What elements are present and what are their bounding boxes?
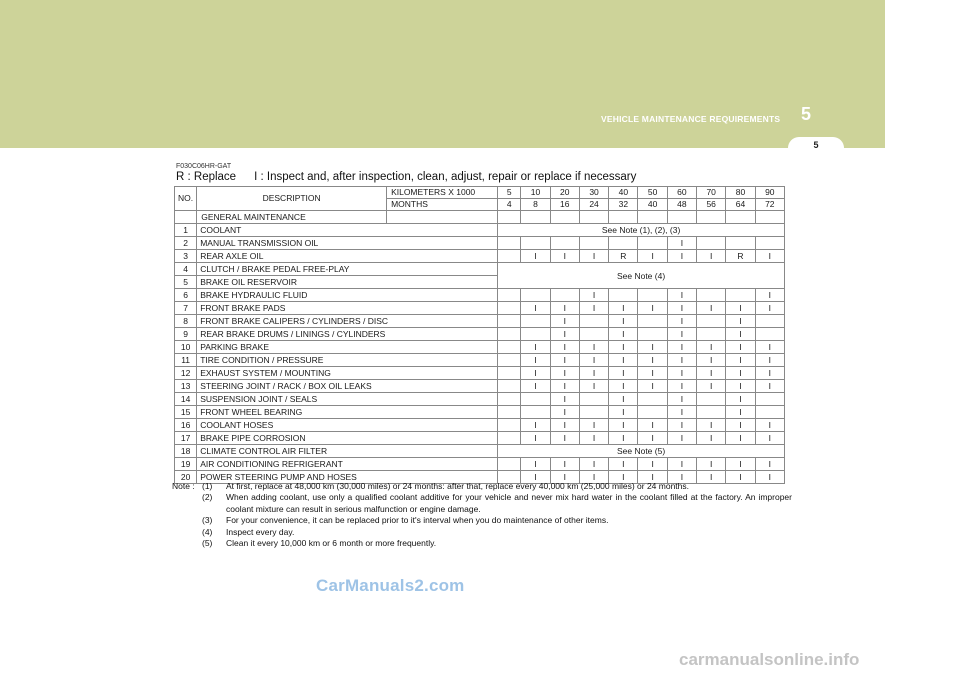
schedule-cell: I — [550, 302, 579, 315]
km-value: 70 — [697, 187, 726, 199]
schedule-cell: I — [579, 341, 608, 354]
schedule-cell: I — [521, 419, 550, 432]
schedule-cell: I — [638, 341, 667, 354]
schedule-cell: I — [667, 419, 696, 432]
row-number: 7 — [175, 302, 197, 315]
spacer — [387, 211, 498, 224]
schedule-cell: I — [521, 341, 550, 354]
schedule-cell — [609, 237, 638, 250]
km-value: 60 — [667, 187, 696, 199]
schedule-cell: I — [667, 471, 696, 484]
schedule-cell: I — [667, 367, 696, 380]
schedule-cell — [579, 393, 608, 406]
schedule-cell: I — [667, 393, 696, 406]
schedule-cell — [697, 406, 726, 419]
note-text: Clean it every 10,000 km or 6 month or more frequently. — [226, 538, 437, 549]
schedule-cell: I — [550, 328, 579, 341]
row-number: 20 — [175, 471, 197, 484]
note-lead — [172, 492, 202, 515]
km-value: 80 — [726, 187, 755, 199]
schedule-cell: I — [726, 471, 755, 484]
section-title: VEHICLE MAINTENANCE REQUIREMENTS — [601, 114, 781, 124]
table-row — [175, 406, 785, 419]
schedule-cell — [498, 302, 521, 315]
schedule-cell: I — [755, 289, 784, 302]
note-text: For your convenience, it can be replaced prior to it's interval when you do maintenance of other items. — [226, 515, 609, 526]
schedule-cell — [498, 250, 521, 263]
note-text: At first, replace at 48,000 km (30,000 miles) or 24 months: after that, replace every 40,000 km (25,000 miles) or 24 months. — [226, 481, 689, 491]
schedule-cell — [579, 211, 608, 224]
schedule-cell: I — [755, 458, 784, 471]
schedule-cell: I — [755, 250, 784, 263]
schedule-cell — [726, 237, 755, 250]
month-value: 24 — [579, 199, 608, 211]
schedule-cell: I — [755, 432, 784, 445]
schedule-cell — [498, 315, 521, 328]
item-description: COOLANT — [197, 224, 498, 237]
km-value: 20 — [550, 187, 579, 199]
table-row — [175, 224, 785, 237]
chapter-number: 5 — [800, 104, 811, 124]
schedule-cell: I — [667, 250, 696, 263]
watermark-carmanuals2: CarManuals2.com — [316, 576, 465, 595]
schedule-cell — [755, 406, 784, 419]
schedule-cell: I — [550, 341, 579, 354]
schedule-cell — [521, 211, 550, 224]
schedule-cell: I — [755, 341, 784, 354]
schedule-cell — [521, 328, 550, 341]
note-text: When adding coolant, use only a qualified coolant additive for your vehicle and never mix hard water in the coolant filled at the factory. An improper coolant mixture can result in serious malfunction or engine damage. — [226, 492, 792, 514]
schedule-cell: I — [755, 380, 784, 393]
item-description: REAR BRAKE DRUMS / LININGS / CYLINDERS — [197, 328, 498, 341]
schedule-cell — [638, 406, 667, 419]
schedule-cell: I — [697, 302, 726, 315]
schedule-cell: I — [550, 458, 579, 471]
row-number: 1 — [175, 224, 197, 237]
row-number: 14 — [175, 393, 197, 406]
table-row — [175, 354, 785, 367]
schedule-cell — [755, 211, 784, 224]
schedule-cell: I — [550, 406, 579, 419]
schedule-cell: I — [609, 458, 638, 471]
schedule-cell — [521, 315, 550, 328]
km-value: 90 — [755, 187, 784, 199]
page-number: 5 — [813, 140, 819, 150]
schedule-cell — [498, 211, 521, 224]
note-lead — [172, 515, 202, 526]
schedule-cell — [697, 289, 726, 302]
schedule-cell: I — [579, 354, 608, 367]
schedule-cell — [697, 211, 726, 224]
item-description: PARKING BRAKE — [197, 341, 498, 354]
schedule-cell: I — [550, 419, 579, 432]
schedule-cell: I — [667, 380, 696, 393]
km-value: 50 — [638, 187, 667, 199]
schedule-cell: I — [521, 367, 550, 380]
notes-section — [172, 481, 792, 549]
month-value: 72 — [755, 199, 784, 211]
km-value: 40 — [609, 187, 638, 199]
schedule-cell — [697, 237, 726, 250]
schedule-cell — [609, 211, 638, 224]
schedule-cell: I — [667, 341, 696, 354]
row-number: 17 — [175, 432, 197, 445]
table-row — [175, 367, 785, 380]
row-number: 6 — [175, 289, 197, 302]
schedule-cell — [726, 289, 755, 302]
schedule-cell: I — [667, 406, 696, 419]
schedule-cell — [498, 341, 521, 354]
item-description: COOLANT HOSES — [197, 419, 498, 432]
schedule-cell: I — [726, 406, 755, 419]
schedule-cell: I — [726, 354, 755, 367]
item-description: MANUAL TRANSMISSION OIL — [197, 237, 498, 250]
schedule-cell: I — [726, 380, 755, 393]
schedule-cell: I — [579, 367, 608, 380]
schedule-cell: I — [697, 380, 726, 393]
schedule-cell — [755, 315, 784, 328]
schedule-cell: I — [609, 393, 638, 406]
schedule-cell: I — [726, 432, 755, 445]
month-value: 64 — [726, 199, 755, 211]
schedule-cell: R — [609, 250, 638, 263]
note-number: (1) — [202, 481, 213, 491]
schedule-cell: I — [609, 471, 638, 484]
schedule-cell: I — [638, 458, 667, 471]
schedule-cell: I — [726, 328, 755, 341]
month-value: 40 — [638, 199, 667, 211]
item-description: POWER STEERING PUMP AND HOSES — [197, 471, 498, 484]
item-description: BRAKE OIL RESERVOIR — [197, 276, 498, 289]
table-row — [175, 341, 785, 354]
schedule-cell — [609, 289, 638, 302]
schedule-cell — [498, 406, 521, 419]
table-row — [175, 237, 785, 250]
schedule-cell — [579, 406, 608, 419]
note-number: (3) — [202, 515, 213, 526]
schedule-cell — [498, 458, 521, 471]
row-number: 15 — [175, 406, 197, 419]
schedule-cell — [521, 393, 550, 406]
schedule-cell: I — [697, 367, 726, 380]
months-label: MONTHS — [387, 199, 498, 211]
table-row — [175, 289, 785, 302]
schedule-cell: I — [521, 250, 550, 263]
table-row — [175, 315, 785, 328]
schedule-cell: I — [521, 302, 550, 315]
watermark-carmanualsonline: carmanualsonline.info — [679, 650, 860, 669]
schedule-cell — [579, 237, 608, 250]
note-lead — [172, 538, 202, 549]
schedule-cell: I — [638, 250, 667, 263]
schedule-cell: I — [755, 419, 784, 432]
schedule-cell — [697, 328, 726, 341]
schedule-cell: I — [755, 302, 784, 315]
schedule-cell: I — [755, 367, 784, 380]
schedule-cell: I — [638, 354, 667, 367]
schedule-cell: I — [579, 432, 608, 445]
schedule-cell: I — [667, 315, 696, 328]
note-item — [172, 527, 792, 538]
schedule-cell: I — [755, 354, 784, 367]
table-row — [175, 432, 785, 445]
schedule-cell: I — [550, 393, 579, 406]
note-text: Inspect every day. — [226, 526, 295, 537]
schedule-cell: I — [579, 289, 608, 302]
schedule-cell: I — [697, 471, 726, 484]
schedule-cell: I — [521, 432, 550, 445]
km-value: 10 — [521, 187, 550, 199]
month-value: 56 — [697, 199, 726, 211]
item-description: BRAKE HYDRAULIC FLUID — [197, 289, 498, 302]
schedule-cell: I — [726, 367, 755, 380]
item-description: SUSPENSION JOINT / SEALS — [197, 393, 498, 406]
schedule-cell — [579, 315, 608, 328]
schedule-cell: I — [550, 432, 579, 445]
schedule-cell — [726, 211, 755, 224]
row-number: 18 — [175, 445, 197, 458]
schedule-cell: I — [609, 380, 638, 393]
schedule-cell: I — [667, 302, 696, 315]
schedule-cell: I — [609, 367, 638, 380]
schedule-cell: I — [550, 367, 579, 380]
schedule-cell: I — [521, 471, 550, 484]
row-number: 11 — [175, 354, 197, 367]
item-description: TIRE CONDITION / PRESSURE — [197, 354, 498, 367]
schedule-cell — [579, 328, 608, 341]
schedule-cell — [498, 380, 521, 393]
month-value: 48 — [667, 199, 696, 211]
row-number: 2 — [175, 237, 197, 250]
month-value: 16 — [550, 199, 579, 211]
schedule-cell — [498, 432, 521, 445]
schedule-cell — [498, 237, 521, 250]
schedule-cell — [638, 211, 667, 224]
table-row — [175, 458, 785, 471]
schedule-cell: I — [755, 471, 784, 484]
schedule-cell — [667, 211, 696, 224]
table-row — [175, 393, 785, 406]
schedule-cell — [550, 211, 579, 224]
table-row — [175, 302, 785, 315]
schedule-cell — [498, 354, 521, 367]
schedule-cell: I — [697, 432, 726, 445]
schedule-cell: I — [579, 250, 608, 263]
schedule-cell: I — [579, 419, 608, 432]
legend-replace: R : Replace — [176, 171, 237, 183]
row-number — [175, 211, 197, 224]
schedule-cell: I — [550, 380, 579, 393]
note-lead — [172, 527, 202, 538]
schedule-cell: I — [638, 471, 667, 484]
schedule-cell — [498, 367, 521, 380]
row-number: 12 — [175, 367, 197, 380]
item-description: STEERING JOINT / RACK / BOX OIL LEAKS — [197, 380, 498, 393]
schedule-cell: I — [638, 419, 667, 432]
item-description: FRONT BRAKE CALIPERS / CYLINDERS / DISC — [197, 315, 498, 328]
schedule-cell: I — [550, 250, 579, 263]
schedule-cell: I — [697, 250, 726, 263]
note-item — [172, 538, 792, 549]
schedule-cell: I — [667, 432, 696, 445]
schedule-cell: I — [579, 302, 608, 315]
schedule-cell: I — [726, 419, 755, 432]
schedule-cell — [697, 393, 726, 406]
schedule-cell: I — [521, 458, 550, 471]
table-row — [175, 263, 785, 276]
kilometers-label: KILOMETERS X 1000 — [387, 187, 498, 199]
row-number: 19 — [175, 458, 197, 471]
schedule-cell: I — [609, 432, 638, 445]
row-number: 13 — [175, 380, 197, 393]
schedule-cell — [755, 237, 784, 250]
schedule-cell — [521, 406, 550, 419]
schedule-cell — [638, 393, 667, 406]
schedule-cell — [550, 237, 579, 250]
schedule-cell: I — [726, 393, 755, 406]
description-header: DESCRIPTION — [197, 187, 387, 211]
month-value: 8 — [521, 199, 550, 211]
schedule-cell: I — [550, 354, 579, 367]
item-description: FRONT WHEEL BEARING — [197, 406, 498, 419]
item-description: FRONT BRAKE PADS — [197, 302, 498, 315]
schedule-cell — [638, 289, 667, 302]
schedule-cell: I — [667, 237, 696, 250]
item-description: AIR CONDITIONING REFRIGERANT — [197, 458, 498, 471]
legend — [176, 171, 636, 183]
schedule-cell — [638, 328, 667, 341]
schedule-cell: I — [726, 341, 755, 354]
section-heading: GENERAL MAINTENANCE — [197, 211, 387, 224]
schedule-cell: I — [609, 341, 638, 354]
schedule-cell: I — [579, 380, 608, 393]
note-item — [172, 492, 792, 515]
note-number: (2) — [202, 492, 213, 503]
schedule-cell: I — [609, 315, 638, 328]
schedule-cell: I — [726, 302, 755, 315]
month-value: 4 — [498, 199, 521, 211]
schedule-cell: I — [726, 458, 755, 471]
table-row — [175, 419, 785, 432]
schedule-cell: I — [609, 302, 638, 315]
schedule-cell — [697, 315, 726, 328]
schedule-cell: I — [609, 419, 638, 432]
table-row — [175, 250, 785, 263]
schedule-cell: I — [638, 367, 667, 380]
schedule-cell — [550, 289, 579, 302]
schedule-cell: I — [609, 354, 638, 367]
row-number: 16 — [175, 419, 197, 432]
schedule-cell: I — [726, 315, 755, 328]
note-lead: Note : — [172, 481, 195, 491]
item-description: EXHAUST SYSTEM / MOUNTING — [197, 367, 498, 380]
schedule-cell — [755, 328, 784, 341]
schedule-cell: I — [638, 302, 667, 315]
schedule-note: See Note (1), (2), (3) — [498, 224, 785, 237]
note-number: (5) — [202, 538, 213, 549]
schedule-cell: I — [638, 380, 667, 393]
schedule-cell — [521, 289, 550, 302]
schedule-cell — [498, 393, 521, 406]
schedule-cell: R — [726, 250, 755, 263]
month-value: 32 — [609, 199, 638, 211]
km-value: 30 — [579, 187, 608, 199]
schedule-cell: I — [697, 341, 726, 354]
note-number: (4) — [202, 526, 213, 537]
schedule-cell — [755, 393, 784, 406]
schedule-cell: I — [579, 458, 608, 471]
table-row — [175, 445, 785, 458]
chapter-banner — [0, 0, 885, 148]
note-item — [172, 481, 792, 492]
schedule-cell — [638, 237, 667, 250]
table-row — [175, 328, 785, 341]
schedule-cell — [498, 419, 521, 432]
item-description: BRAKE PIPE CORROSION — [197, 432, 498, 445]
row-number: 3 — [175, 250, 197, 263]
item-description: REAR AXLE OIL — [197, 250, 498, 263]
schedule-cell: I — [609, 406, 638, 419]
schedule-cell: I — [667, 328, 696, 341]
note-item — [172, 515, 792, 526]
schedule-note: See Note (4) — [498, 263, 785, 289]
schedule-cell: I — [638, 432, 667, 445]
schedule-cell: I — [609, 328, 638, 341]
item-description: CLUTCH / BRAKE PEDAL FREE-PLAY — [197, 263, 498, 276]
schedule-cell: I — [550, 315, 579, 328]
schedule-cell: I — [550, 471, 579, 484]
schedule-note: See Note (5) — [498, 445, 785, 458]
schedule-cell — [498, 328, 521, 341]
km-value: 5 — [498, 187, 521, 199]
legend-inspect: I : Inspect and, after inspection, clean, adjust, repair or replace if necessary — [254, 171, 637, 183]
schedule-cell: I — [697, 419, 726, 432]
schedule-cell: I — [521, 354, 550, 367]
schedule-cell: I — [697, 354, 726, 367]
schedule-cell — [498, 289, 521, 302]
item-description: CLIMATE CONTROL AIR FILTER — [197, 445, 498, 458]
no-header: NO. — [175, 187, 197, 211]
table-row — [175, 380, 785, 393]
row-number: 4 — [175, 263, 197, 276]
schedule-cell: I — [697, 458, 726, 471]
row-number: 10 — [175, 341, 197, 354]
schedule-cell — [638, 315, 667, 328]
row-number: 8 — [175, 315, 197, 328]
document-code: F030C06HR-GAT — [176, 163, 232, 170]
schedule-cell — [521, 237, 550, 250]
schedule-cell: I — [579, 471, 608, 484]
row-number: 5 — [175, 276, 197, 289]
maintenance-schedule-table — [174, 186, 785, 484]
schedule-cell: I — [667, 354, 696, 367]
schedule-cell: I — [521, 380, 550, 393]
schedule-cell: I — [667, 458, 696, 471]
row-number: 9 — [175, 328, 197, 341]
schedule-cell: I — [667, 289, 696, 302]
